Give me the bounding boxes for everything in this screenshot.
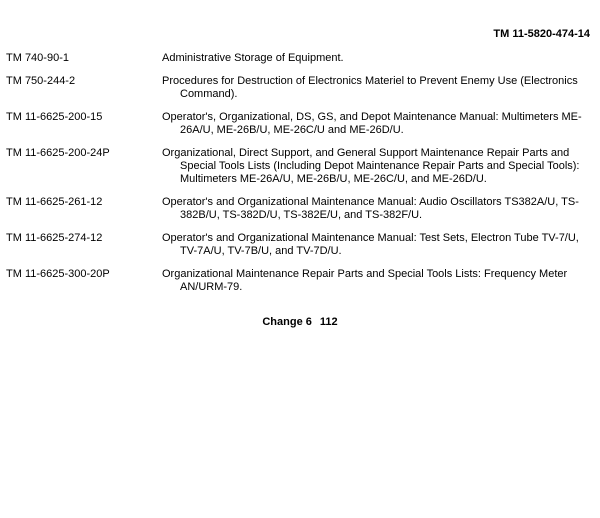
reference-title-line: Procedures for Destruction of Electronics Materiel to Prevent Enemy Use (Electronics bbox=[162, 75, 578, 87]
page-number: 112 bbox=[319, 316, 338, 328]
reference-row bbox=[6, 268, 590, 294]
reference-row bbox=[6, 52, 590, 65]
document-id: TM 11-5820-474-14 bbox=[493, 28, 590, 40]
reference-title-line: Multimeters ME-26A/U, ME-26B/U, ME-26C/U, and ME-26D/U. bbox=[180, 173, 487, 185]
reference-title bbox=[162, 52, 590, 65]
reference-title-line: Operator's, Organizational, DS, GS, and Depot Maintenance Manual: Multimeters ME- bbox=[162, 111, 582, 123]
reference-title-line: Organizational, Direct Support, and General Support Maintenance Repair Parts and bbox=[162, 147, 570, 159]
reference-title-line: TV-7A/U, TV-7B/U, and TV-7D/U. bbox=[180, 245, 342, 257]
reference-list bbox=[6, 52, 590, 304]
reference-number: TM 740-90-1 bbox=[6, 52, 69, 64]
reference-number: TM 11-6625-300-20P bbox=[6, 268, 110, 280]
reference-title bbox=[162, 147, 590, 186]
reference-number: TM 11-6625-200-15 bbox=[6, 111, 103, 123]
reference-title bbox=[162, 75, 590, 101]
reference-row bbox=[6, 196, 590, 222]
reference-number: TM 11-6625-274-12 bbox=[6, 232, 103, 244]
change-label: Change 6 bbox=[262, 316, 312, 328]
reference-number: TM 11-6625-200-24P bbox=[6, 147, 110, 159]
reference-title-line: Operator's and Organizational Maintenance Manual: Audio Oscillators TS382A/U, TS- bbox=[162, 196, 579, 208]
reference-title bbox=[162, 111, 590, 137]
reference-row bbox=[6, 75, 590, 101]
reference-title bbox=[162, 232, 590, 258]
reference-title-line: Special Tools Lists (Including Depot Maintenance Repair Parts and Special Tools): bbox=[180, 160, 580, 172]
page-footer bbox=[0, 316, 600, 329]
reference-number: TM 750-244-2 bbox=[6, 75, 76, 87]
reference-title-line: 382B/U, TS-382D/U, TS-382E/U, and TS-382F/U. bbox=[180, 209, 423, 221]
reference-number: TM 11-6625-261-12 bbox=[6, 196, 103, 208]
reference-title-line: AN/URM-79. bbox=[180, 281, 243, 293]
reference-title-line: Administrative Storage of Equipment. bbox=[162, 52, 344, 64]
reference-title bbox=[162, 268, 590, 294]
reference-title bbox=[162, 196, 590, 222]
reference-title-line: Command). bbox=[180, 88, 238, 100]
reference-row bbox=[6, 111, 590, 137]
reference-row bbox=[6, 147, 590, 186]
reference-title-line: Operator's and Organizational Maintenance Manual: Test Sets, Electron Tube TV-7/U, bbox=[162, 232, 579, 244]
reference-row bbox=[6, 232, 590, 258]
reference-title-line: 26A/U, ME-26B/U, ME-26C/U and ME-26D/U. bbox=[180, 124, 404, 136]
reference-title-line: Organizational Maintenance Repair Parts and Special Tools Lists: Frequency Meter bbox=[162, 268, 568, 280]
